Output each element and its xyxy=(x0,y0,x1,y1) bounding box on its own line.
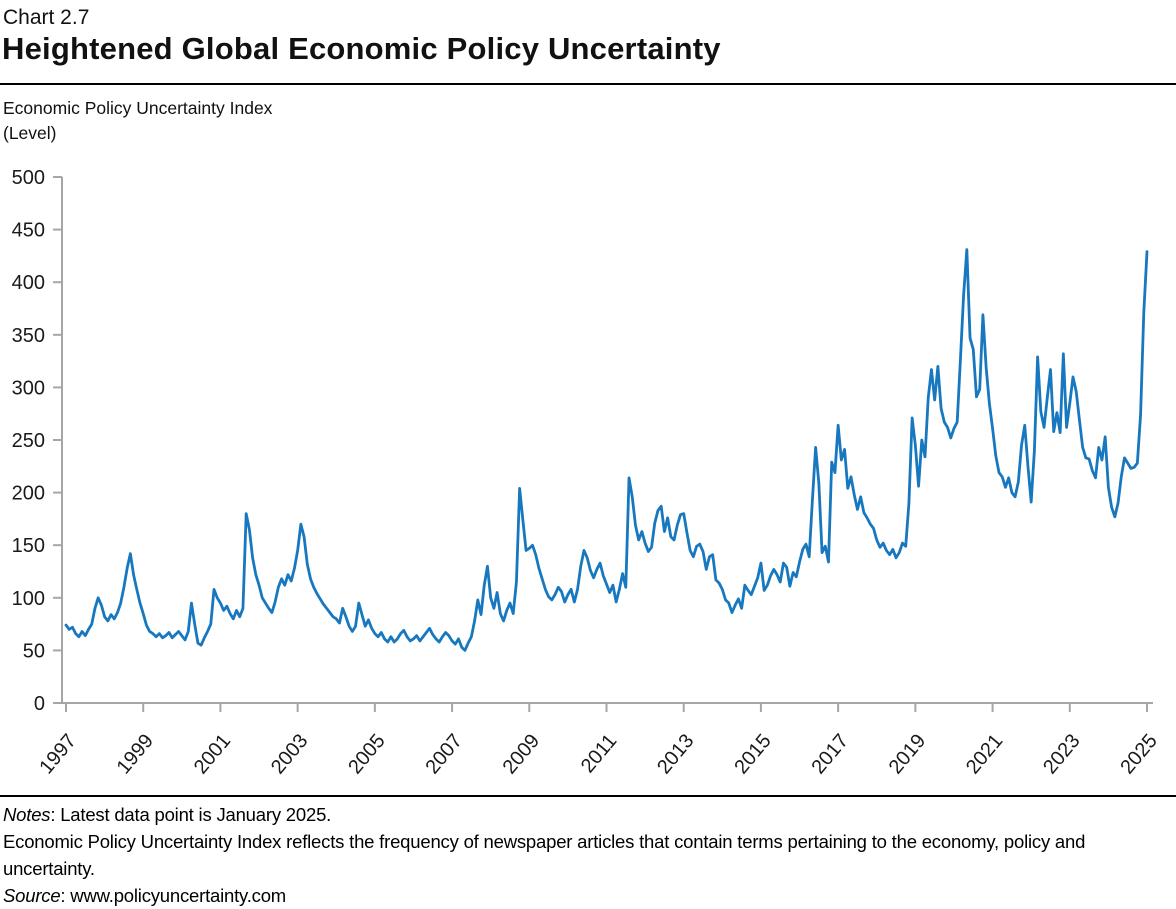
page-title: Heightened Global Economic Policy Uncertainty xyxy=(2,31,721,66)
y-axis-label: 400 xyxy=(11,272,45,295)
y-axis-label: 500 xyxy=(11,167,45,189)
x-axis-label: 2025 xyxy=(1116,730,1162,779)
x-axis-label: 2009 xyxy=(498,730,545,779)
x-axis-label: 1997 xyxy=(35,730,81,779)
y-axis-label: 50 xyxy=(22,640,45,663)
chart-notes xyxy=(3,801,1173,909)
x-axis-label: 1999 xyxy=(112,730,159,779)
y-axis-label: 250 xyxy=(11,430,45,452)
x-axis-label: 2003 xyxy=(267,730,313,779)
notes-divider xyxy=(0,795,1176,797)
y-axis-label: 150 xyxy=(11,535,45,558)
y-axis-label: 0 xyxy=(33,693,45,715)
epu-index-line xyxy=(66,250,1147,651)
y-axis-label: 350 xyxy=(11,324,45,347)
x-axis-label: 2007 xyxy=(421,730,467,779)
y-axis-label: 100 xyxy=(11,587,45,610)
notes-line: Notes: Latest data point is January 2025. xyxy=(3,804,332,825)
x-axis-label: 2015 xyxy=(730,730,776,779)
definition-line: Economic Policy Uncertainty Index reflects the frequency of newspaper articles that contain terms pertaining to the economy, policy and uncertainty. xyxy=(3,831,1086,879)
y-axis-label: 200 xyxy=(11,482,45,505)
source-line: Source: www.policyuncertainty.com xyxy=(3,885,287,906)
x-axis-label: 2011 xyxy=(576,730,622,778)
x-axis-label: 2013 xyxy=(653,730,699,779)
chart-number: Chart 2.7 xyxy=(3,6,90,29)
x-axis-label: 2017 xyxy=(807,730,853,779)
y-axis-title-line2: (Level) xyxy=(3,123,57,143)
x-axis-label: 2021 xyxy=(961,730,1008,779)
x-axis-label: 2005 xyxy=(344,730,390,779)
axis-lines xyxy=(62,177,1153,703)
y-axis-title-line1: Economic Policy Uncertainty Index xyxy=(3,98,273,118)
x-axis-label: 2001 xyxy=(189,730,236,779)
x-axis-label: 2023 xyxy=(1039,730,1085,779)
y-axis-label: 450 xyxy=(11,219,45,242)
x-axis-label: 2019 xyxy=(884,730,931,779)
y-axis-label: 300 xyxy=(11,377,45,400)
